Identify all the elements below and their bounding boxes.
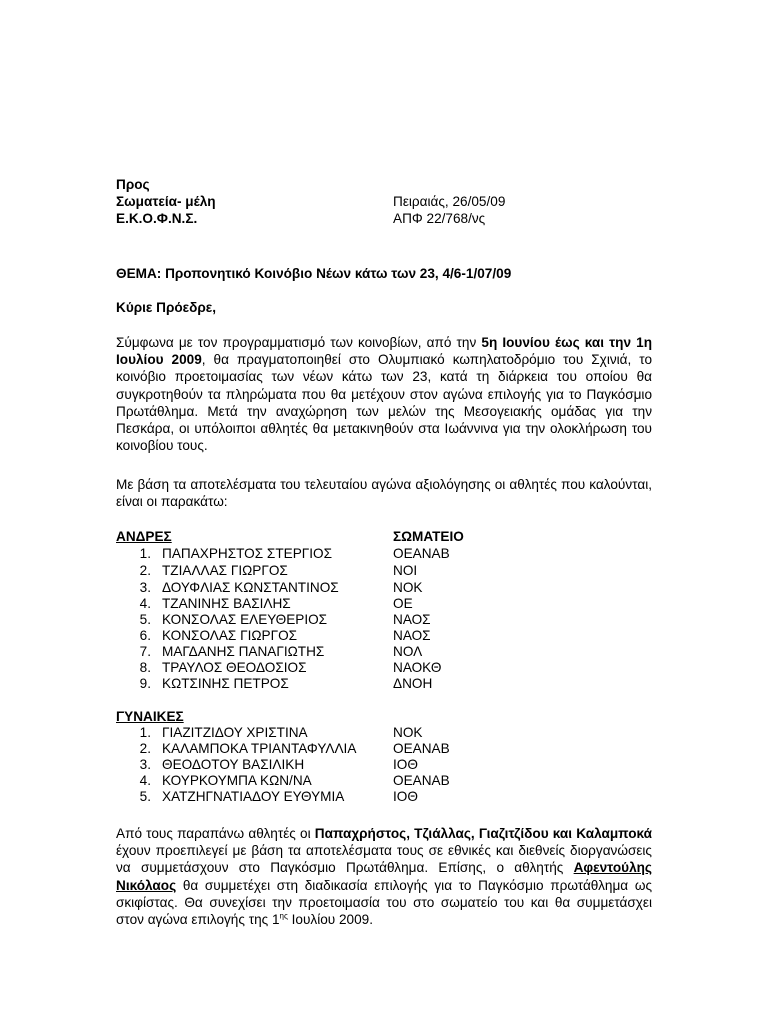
item-number: 6. [139,628,151,643]
para1-dates: 5η Ιουνίου έως και την 1η Ιουλίου 2009 [116,335,652,368]
men-heading: ΑΝΔΡΕΣ [116,529,172,544]
athlete-club: ΝΟΙ [393,563,418,578]
item-number: 1. [139,546,151,561]
paragraph-selection: Με βάση τα αποτελέσματα του τελευταίου αγώνα αξιολόγησης οι αθλητές που καλούνται, είναι οι παρακάτω: [116,477,652,510]
women-heading: ΓΥΝΑΙΚΕΣ [116,709,184,724]
athlete-club: ΔΝΟΗ [393,676,433,691]
athlete-name: ΠΑΠΑΧΡΗΣΤΟΣ ΣΤΕΡΓΙΟΣ [162,546,333,561]
athlete-name: ΓΙΑΖΙΤΖΙΔΟΥ ΧΡΙΣΤΙΝΑ [162,725,308,740]
athlete-name: ΤΖΙΑΛΛΑΣ ΓΙΩΡΓΟΣ [162,563,288,578]
para1-text-1: Σύμφωνα με τον προγραμματισμό των κοινοβίων, από την [116,335,482,350]
athlete-name: ΧΑΤΖΗΓΝΑΤΙΑΔΟΥ ΕΥΘΥΜΙΑ [162,789,345,804]
athlete-name: ΜΑΓΔΑΝΗΣ ΠΑΝΑΓΙΩΤΗΣ [162,644,325,659]
item-number: 5. [139,612,151,627]
athlete-name: ΚΩΤΣΙΝΗΣ ΠΕΤΡΟΣ [162,676,289,691]
club-heading: ΣΩΜΑΤΕΙΟ [393,529,464,544]
item-number: 4. [139,773,151,788]
para3-text-2: έχουν προεπιλεγεί με βάση τα αποτελέσματα τους σε εθνικές και διεθνείς διοργανώσεις να συμμετάσχουν στο Παγκόσμιο Πρωτάθλημα. Επίσης, ο αθλητής [116,843,652,876]
athlete-name: ΤΖΑΝΙΝΗΣ ΒΑΣΙΛΗΣ [162,596,291,611]
item-number: 5. [139,789,151,804]
athlete-name: ΚΟΝΣΟΛΑΣ ΓΙΩΡΓΟΣ [162,628,298,643]
athlete-club: ΝΑΟΣ [393,612,431,627]
item-number: 2. [139,741,151,756]
item-number: 2. [139,563,151,578]
para1-text-2: , θα πραγματοποιηθεί στο Ολυμπιακό κωπηλατοδρόμιο του Σχινιά, το κοινόβιο προετοιμασίας των νέων κάτω των 23, κατά τη διάρκεια του οποίου θα συγκροτηθούν τα πληρώματα που θα μετέχουν στον αγώνα επιλογής για το Παγκόσμιο Πρωτάθλημα. Μετά την αναχώρηση των μελών της Μεσογειακής ομάδας για την Πεσκάρα, οι υπόλοιποι αθλητές θα μετακινηθούν στα Ιωάννινα για την ολοκλήρωση του κοινοβίου τους. [116,352,653,454]
para3-text-3: θα συμμετέχει στη διαδικασία επιλογής για το Παγκόσμιο πρωτάθλημα ως σκιφίστας. Θα συνεχίσει την προετοιμασία του στο σωματείο του και θα συμμετάσχει στον αγώνα επιλογής της 1 [116,877,652,928]
athlete-club: ΝΟΛ [393,644,423,659]
athlete-name: ΘΕΟΔΟΤΟΥ ΒΑΣΙΛΙΚΗ [162,757,305,772]
athlete-club: ΝΑΟΣ [393,628,431,643]
item-number: 3. [139,757,151,772]
place-date: Πειραιάς, 26/05/09 [393,194,506,209]
athlete-club: ΟΕΑΝΑΒ [393,741,450,756]
para3-text-4: Ιουλίου 2009. [287,912,373,928]
athlete-club: ΙΟΘ [393,789,418,804]
athlete-club: ΝΟΚ [393,580,423,595]
sculler-name: Αφεντούλης Νικόλαος [116,860,652,893]
athlete-name: ΤΡΑΥΛΟΣ ΘΕΟΔΟΣΙΟΣ [162,660,307,675]
recipient-clubs: Σωματεία- μέλη [116,194,216,209]
athlete-name: ΔΟΥΦΛΙΑΣ ΚΩΝΣΤΑΝΤΙΝΟΣ [162,580,339,595]
item-number: 1. [139,725,151,740]
athlete-club: ΙΟΘ [393,757,418,772]
reference-number: ΑΠΦ 22/768/νς [393,211,486,226]
preselected-athletes: Παπαχρήστος, Τζιάλλας, Γιαζιτζίδου και Καλαμποκά [314,826,652,841]
item-number: 9. [139,676,151,691]
athlete-name: ΚΟΝΣΟΛΑΣ ΕΛΕΥΘΕΡΙΟΣ [162,612,328,627]
athlete-club: ΝΟΚ [393,725,423,740]
to-label: Προς [116,177,150,192]
subject-line: ΘΕΜΑ: Προπονητικό Κοινόβιο Νέων κάτω των 23, 4/6-1/07/09 [116,266,512,281]
paragraph-preselection [116,825,652,928]
recipient-federation: Ε.Κ.Ο.Φ.Ν.Σ. [116,211,198,226]
paragraph-intro [116,334,652,454]
item-number: 7. [139,644,151,659]
item-number: 4. [139,596,151,611]
ordinal-suffix: ης [279,911,288,921]
athlete-club: ΟΕ [393,596,413,611]
para3-text-1: Από τους παραπάνω αθλητές οι [116,826,315,841]
athlete-club: ΟΕΑΝΑΒ [393,546,450,561]
athlete-club: ΝΑΟΚΘ [393,660,442,675]
item-number: 8. [139,660,151,675]
athlete-club: ΟΕΑΝΑΒ [393,773,450,788]
athlete-name: ΚΟΥΡΚΟΥΜΠΑ ΚΩΝ/ΝΑ [162,773,312,788]
salutation: Κύριε Πρόεδρε, [116,300,217,315]
item-number: 3. [139,580,151,595]
athlete-name: ΚΑΛΑΜΠΟΚΑ ΤΡΙΑΝΤΑΦΥΛΛΙΑ [162,741,357,756]
